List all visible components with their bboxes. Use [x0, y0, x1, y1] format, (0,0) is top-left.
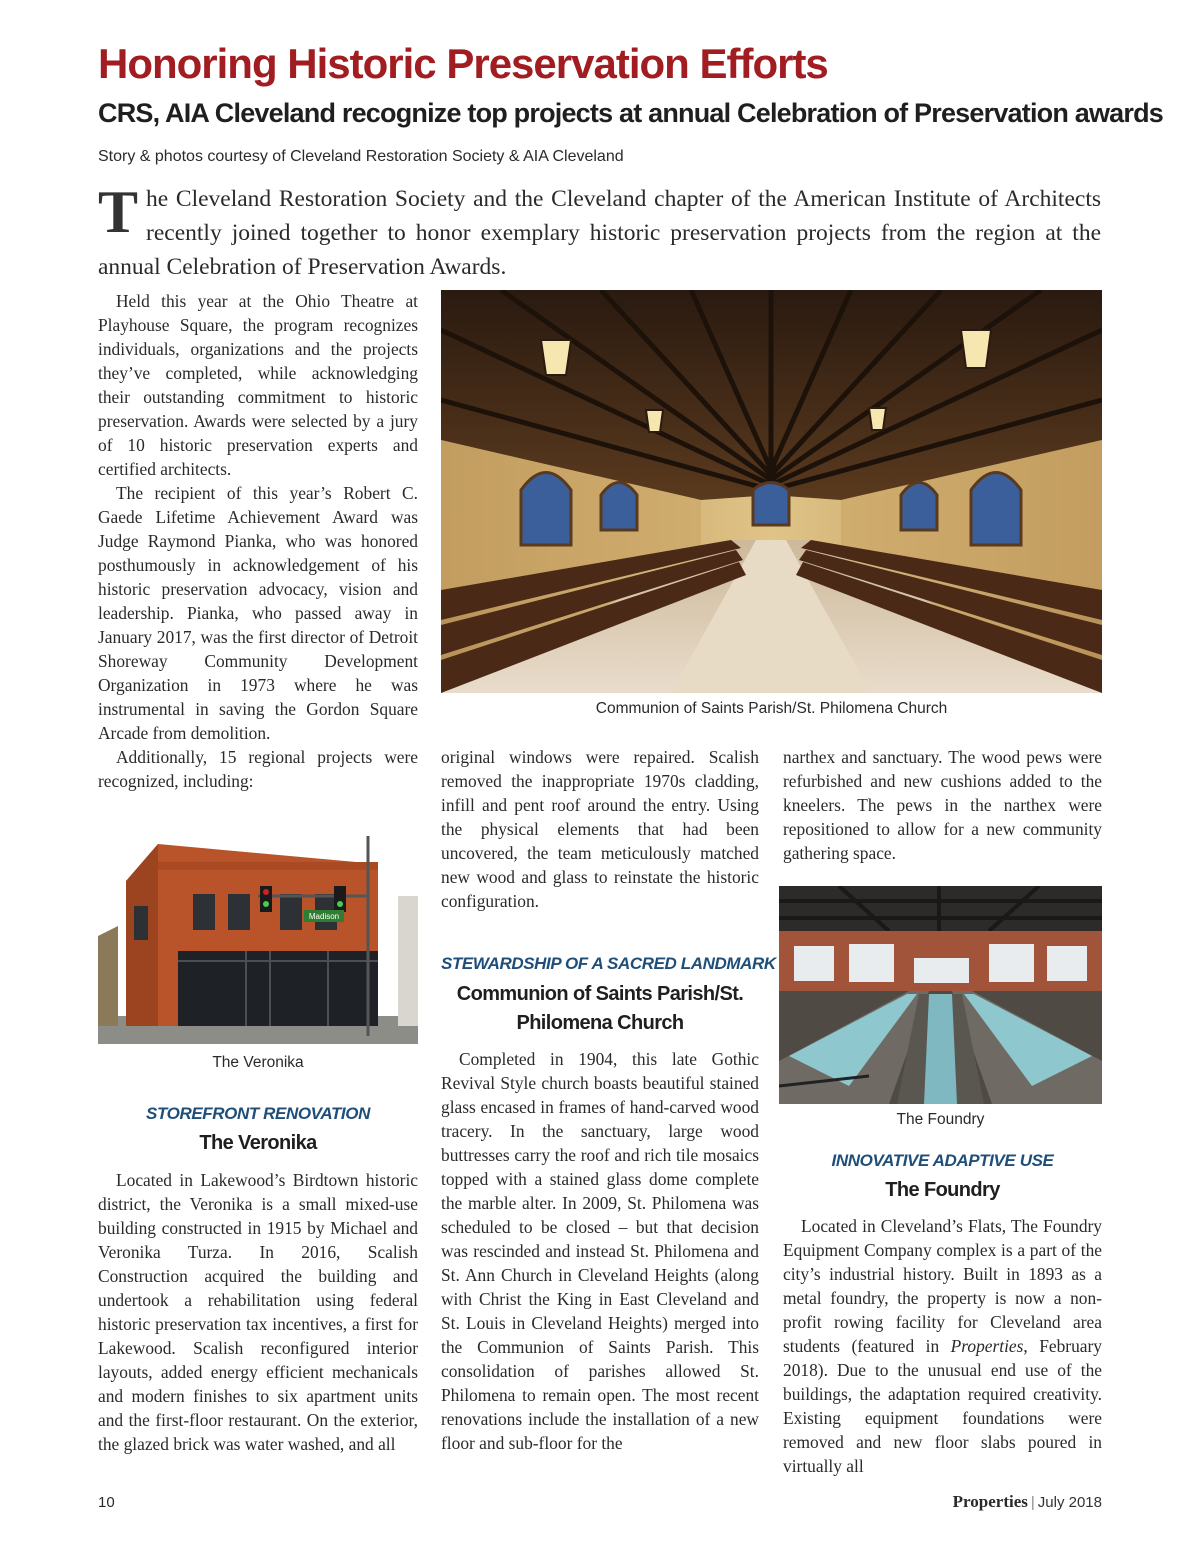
lede-paragraph	[98, 179, 1101, 284]
church-caption: Communion of Saints Parish/St. Philomena Church	[595, 700, 948, 717]
veronika-continued-paragraph: original windows were repaired. Scalish removed the inappropriate 1970s cladding, infill and pent roof around the entry. Using the physical elements that had been uncovered, the team meticulously matched new wood and glass to reinstate the historic configuration.	[441, 747, 759, 911]
church-continued-paragraph: narthex and sanctuary. The wood pews were refurbished and new cushions added to the kneelers. The pews in the narthex were repositioned to allow for a new community gathering space.	[783, 747, 1102, 863]
footer-masthead	[953, 1492, 1102, 1512]
foundry-kicker: INNOVATIVE ADAPTIVE USE	[831, 1151, 1054, 1170]
church-heading-line: Philomena Church	[516, 1012, 684, 1034]
page-subtitle: CRS, AIA Cleveland recognize top projects at annual Celebration of Preservation awards	[98, 98, 1163, 128]
page-title: Honoring Historic Preservation Efforts	[98, 40, 828, 87]
foundry-photo	[779, 886, 1102, 1104]
foundry-caption: The Foundry	[896, 1111, 985, 1128]
church-body	[441, 1047, 759, 1455]
church-paragraph: Completed in 1904, this late Gothic Revival Style church boasts beautiful stained glass encased in frames of hand-carved wood tracery. In the sanctuary, large wood buttresses carry the roof and rich tile mosaics topped with a stained glass dome complete the marble alter. In 2009, St. Philomena was scheduled to be closed – but that decision was rescinded and instead St. Philomena and St. Ann Church in Cleveland Heights (along with Christ the King in East Cleveland and St. Louis in Cleveland Heights) merged into the Communion of Saints Parish. This consolidation of parishes allowed St. Philomena to remain open. The most recent renovations include the installation of a new floor and sub-floor for the	[441, 1049, 759, 1453]
church-photo	[441, 290, 1102, 693]
issue-date: July 2018	[1037, 1494, 1102, 1511]
intro-paragraph: Additionally, 15 regional projects were recognized, including:	[98, 747, 418, 791]
veronika-heading: The Veronika	[199, 1132, 317, 1154]
foundry-text-italic: Properties	[950, 1336, 1024, 1356]
magazine-name: Properties	[952, 1492, 1028, 1511]
veronika-body	[98, 1168, 418, 1456]
intro-paragraph: Held this year at the Ohio Theatre at Playhouse Square, the program recognizes individuals, organizations and the projects they’ve completed, while acknowledging their outstanding commitment to historic preservation. Awards were selected by a jury of 10 historic preservation experts and certified architects.	[98, 291, 418, 479]
footer-separator: |	[1030, 1494, 1035, 1511]
foundry-paragraph	[783, 1214, 1102, 1478]
veronika-photo	[98, 826, 418, 1044]
foundry-text: Located in Cleveland’s Flats, The Foundry Equipment Company complex is a part of the city’s industrial history. Built in 1893 as a metal foundry, the property is now a non-profit rowing facility for Cleveland area students (featured in	[783, 1216, 1102, 1356]
church-heading-line: Communion of Saints Parish/St.	[456, 983, 744, 1005]
church-continued	[783, 745, 1102, 865]
veronika-kicker: STOREFRONT RENOVATION	[146, 1104, 370, 1123]
veronika-continued	[441, 745, 759, 913]
church-kicker: STEWARDSHIP OF A SACRED LANDMARK	[441, 954, 776, 973]
veronika-paragraph: Located in Lakewood’s Birdtown historic district, the Veronika is a small mixed-use building constructed in 1915 by Michael and Veronika Turza. In 2016, Scalish Construction acquired the building and undertook a rehabilitation using federal historic preservation tax incentives, a first for Lakewood. Scalish reconfigured interior layouts, added energy efficient mechanicals and modern finishes to six apartment units and the first-floor restaurant. On the exterior, the glazed brick was water washed, and all	[98, 1170, 418, 1454]
intro-paragraph: The recipient of this year’s Robert C. Gaede Lifetime Achievement Award was Judge Raymond Pianka, who was honored posthumously in acknowledgement of his historic preservation advocacy, vision and leadership. Pianka, who passed away in January 2017, was the first director of Detroit Shoreway Community Development Organization in 1973 where he was instrumental in saving the Gordon Square Arcade from demolition.	[98, 483, 418, 743]
photo-credit: Story & photos courtesy of Cleveland Restoration Society & AIA Cleveland	[98, 148, 624, 165]
foundry-heading: The Foundry	[885, 1179, 1000, 1201]
drop-cap: T	[98, 179, 139, 245]
intro-column	[98, 289, 418, 793]
foundry-body	[783, 1214, 1102, 1478]
street-sign-text: Madison	[308, 912, 340, 921]
lede-text: he Cleveland Restoration Society and the Cleveland chapter of the American Institute of Architects recently joined together to honor exemplary historic preservation projects from the region at the annual Celebration of Preservation Awards.	[98, 186, 1101, 280]
page-number: 10	[98, 1494, 115, 1511]
church-heading	[441, 980, 759, 1038]
foundry-text: , February 2018). Due to the unusual end use of the buildings, the adaptation required creativity. Existing equipment foundations were removed and new floor slabs poured in virtually all	[783, 1336, 1102, 1476]
veronika-caption: The Veronika	[212, 1054, 304, 1071]
